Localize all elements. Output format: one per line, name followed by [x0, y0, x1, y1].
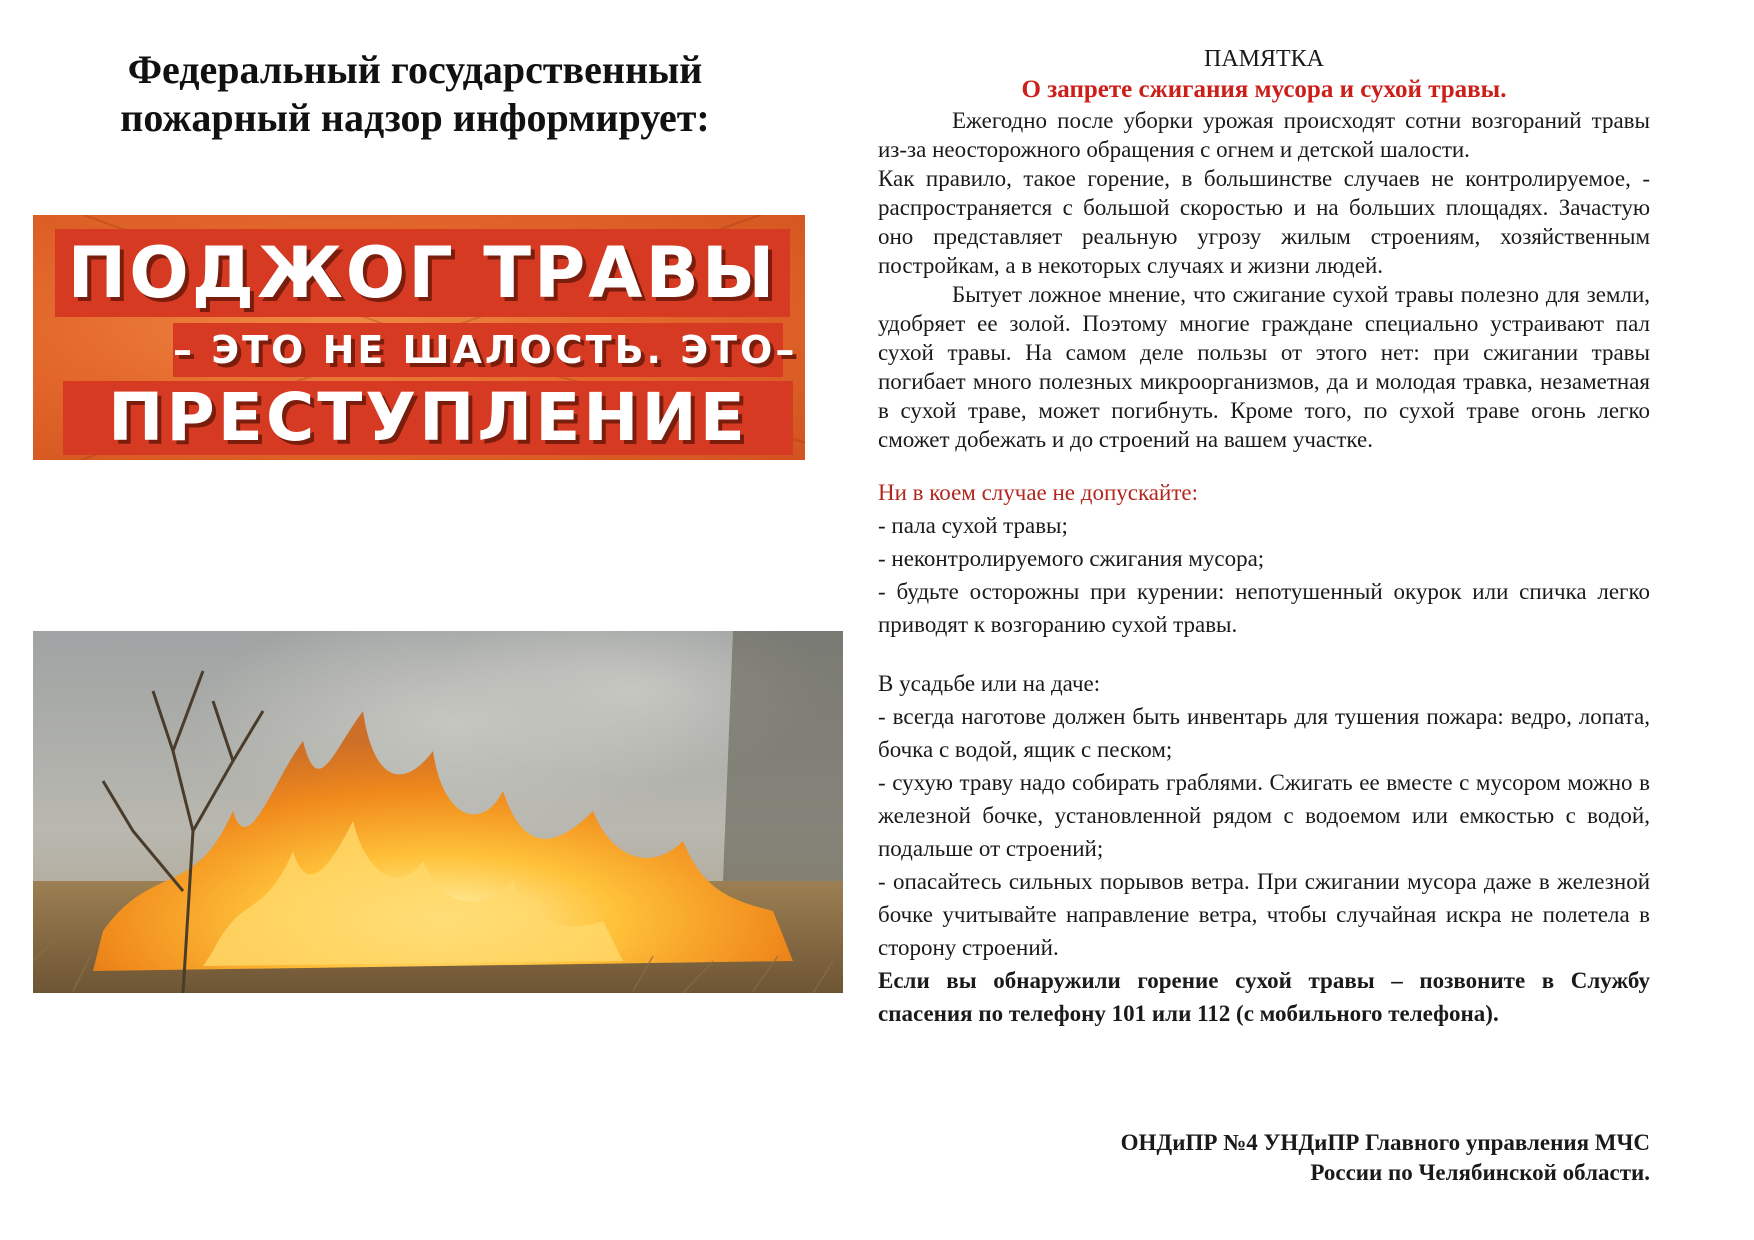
banner-line-3: ПРЕСТУПЛЕНИЕ — [63, 381, 793, 455]
left-heading — [60, 46, 770, 142]
warning-item: - пала сухой травы; — [878, 513, 1068, 538]
banner-line-2: – ЭТО НЕ ШАЛОСТЬ. ЭТО– — [173, 323, 783, 377]
warning-item: - неконтролируемого сжигания мусора; — [878, 546, 1265, 571]
signature — [878, 1128, 1650, 1188]
banner-line-1: ПОДЖОГ ТРАВЫ — [55, 229, 790, 317]
warning-item: - будьте осторожны при курении: непотушенный окурок или спичка легко приводят к возгоранию сухой травы. — [878, 579, 1650, 637]
memo-label: ПАМЯТКА — [1203, 46, 1324, 72]
signature-line-2: России по Челябинской области. — [1310, 1160, 1650, 1185]
call-to-action: Если вы обнаружили горение сухой травы – позвоните в Службу спасения по телефону 101 или 112 (с мобильного телефона). — [878, 968, 1650, 1026]
paragraph-1: Ежегодно после уборки урожая происходят сотни возгораний травы из-за неосторожного обращения с огнем и детской шалости. — [878, 108, 1650, 162]
warning-heading: Ни в коем случае не допускайте: — [878, 480, 1198, 505]
warning-section — [878, 476, 1650, 641]
dacha-section — [878, 667, 1650, 1030]
paragraph-2: Как правило, такое горение, в большинстве случаев не контролируемое, - распространяется с большой скоростью и на больших площадях. Зачастую оно представляет реальную угрозу жилым строениям, хозяйственным постройкам, а в некоторых случаях и жизни людей. — [878, 166, 1650, 278]
dacha-heading: В усадьбе или на даче: — [878, 671, 1101, 696]
heading-line-2: пожарный надзор информирует: — [120, 95, 710, 140]
dacha-item: - сухую траву надо собирать граблями. Сжигать ее вместе с мусором можно в железной бочке, установленной рядом с водоемом или емкостью с водой, подальше от строений; — [878, 770, 1650, 861]
paragraph-3: Бытует ложное мнение, что сжигание сухой травы полезно для земли, удобряет ее золой. Поэтому многие граждане специально устраивают пал сухой травы. На самом деле пользы от этого нет: при сжигании травы погибает много полезных микроорганизмов, да и молодая травка, незаметная в сухой траве, может погибнуть. Кроме того, по сухой траве огонь легко сможет добежать и до строений на вашем участке. — [878, 282, 1650, 452]
memo-column — [878, 44, 1650, 1030]
dacha-item: - опасайтесь сильных порывов ветра. При сжигании мусора даже в железной бочке учитывайте направление ветра, чтобы случайная искра не полетела в сторону строений. — [878, 869, 1650, 960]
poster-banner — [33, 215, 805, 460]
grass-fire-photo — [33, 631, 843, 993]
memo-title: О запрете сжигания мусора и сухой травы. — [1021, 76, 1507, 103]
signature-line-1: ОНДиПР №4 УНДиПР Главного управления МЧС — [1120, 1130, 1650, 1155]
heading-line-1: Федеральный государственный — [127, 47, 703, 92]
dacha-item: - всегда наготове должен быть инвентарь для тушения пожара: ведро, лопата, бочка с водой, ящик с песком; — [878, 704, 1650, 762]
